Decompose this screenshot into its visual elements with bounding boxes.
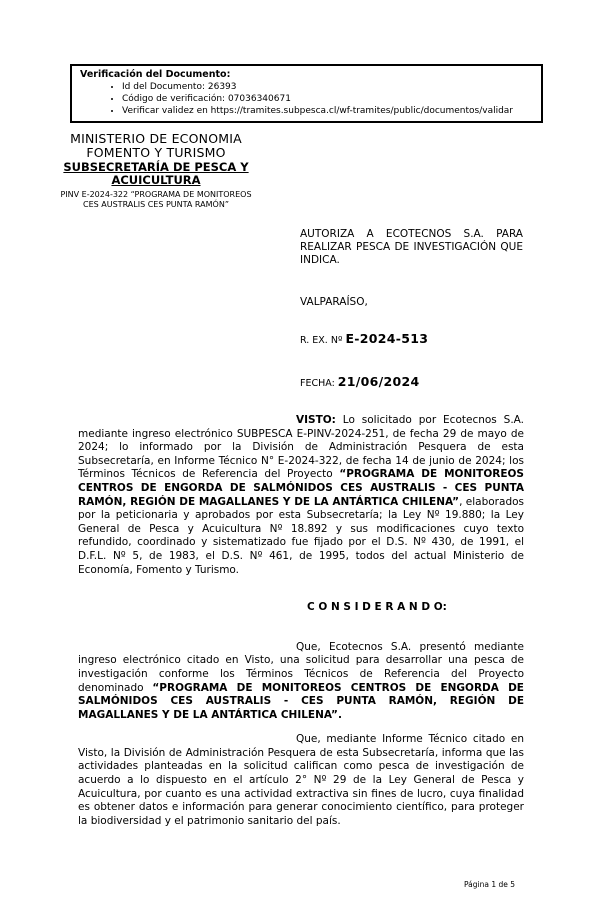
resolution-number-line: [300, 331, 428, 346]
resolution-number-label: R. EX. Nº: [300, 335, 346, 346]
page-number-indicator: Página 1 de 5: [463, 880, 515, 889]
resolution-subject: AUTORIZA A ECOTECNOS S.A. PARA REALIZAR PESCA DE INVESTIGACIÓN QUE INDICA.: [300, 228, 523, 266]
date-line: [300, 374, 420, 389]
resolution-number-value: E-2024-513: [345, 331, 429, 346]
verification-item-document-id: • Id del Documento: 26393: [122, 81, 537, 93]
city-line: VALPARAÍSO,: [300, 296, 368, 308]
ministry-name-line1: MINISTERIO DE ECONOMIA: [70, 131, 242, 146]
considerando-paragraph-1: Que, Ecotecnos S.A. presentó mediante ingreso electrónico citado en Visto, una solicitud para desarrollar una pesca de investigación conforme los Términos Técnicos de Referencia del Proyecto denominado “PROGRAMA DE MONITOREOS CENTROS DE ENGORDA DE SALMÓNIDOS CES AUSTRALIS - CES PUNTA RAMÓN, REGIÓN DE MAGALLANES Y DE LA ANTÁRTICA CHILENA”.: [78, 640, 524, 721]
visto-paragraph: VISTO: Lo solicitado por Ecotecnos S.A. mediante ingreso electrónico SUBPESCA E-PINV-2024-251, de fecha 29 de mayo de 2024; lo informado por la División de Administración Pesquera de esta Subsecretaría, en Informe Técnico N° E-2024-322, de fecha 14 de junio de 2024; los Términos Técnicos de Referencia del Proyecto “PROGRAMA DE MONITOREOS CENTROS DE ENGORDA DE SALMÓNIDOS CES AUSTRALIS - CES PUNTA RAMÓN, REGIÓN DE MAGALLANES Y DE LA ANTÁRTICA CHILENA”, elaborados por la peticionaria y aprobados por esta Subsecretaría; la Ley Nº 19.880; la Ley General de Pesca y Acuicultura Nº 18.892 y sus modificaciones cuyo texto refundido, coordinado y sistematizado fue fijado por el D.S. Nº 430, de 1991, el D.F.L. Nº 5, de 1983, el D.S. Nº 461, de 1995, todos del actual Ministerio de Economía, Fomento y Turismo.: [78, 414, 524, 576]
verification-title: Verificación del Documento:: [80, 69, 231, 80]
ministry-name-line2: FOMENTO Y TURISMO: [86, 145, 226, 160]
verification-list: [80, 81, 537, 117]
document-body: [78, 414, 524, 828]
subsecretaria-name: SUBSECRETARÍA DE PESCA Y ACUICULTURA: [63, 160, 249, 187]
letterhead: [28, 132, 284, 209]
date-label: FECHA:: [300, 378, 338, 389]
date-value: 21/06/2024: [337, 374, 420, 389]
verification-item-url: • Verificar validez en https://tramites.subpesca.cl/wf-tramites/public/documentos/validar: [122, 105, 537, 117]
project-reference: PINV E-2024-322 “PROGRAMA DE MONITOREOS CES AUSTRALIS CES PUNTA RAMÓN”: [60, 190, 252, 209]
verification-box: [70, 64, 543, 123]
considerando-heading: C O N S I D E R A N D O:: [307, 601, 447, 614]
verification-item-code: • Código de verificación: 07036340671: [122, 93, 537, 105]
considerando-paragraph-2: Que, mediante Informe Técnico citado en Visto, la División de Administración Pesquera de esta Subsecretaría, informa que las actividades planteadas en la solicitud califican como pesca de investigación de acuerdo a lo dispuesto en el artículo 2° Nº 29 de la Ley General de Pesca y Acuicultura, por cuanto es una actividad extractiva sin fines de lucro, cuya finalidad es obtener datos e información para generar conocimiento científico, para proteger la biodiversidad y el patrimonio sanitario del país.: [78, 733, 524, 827]
